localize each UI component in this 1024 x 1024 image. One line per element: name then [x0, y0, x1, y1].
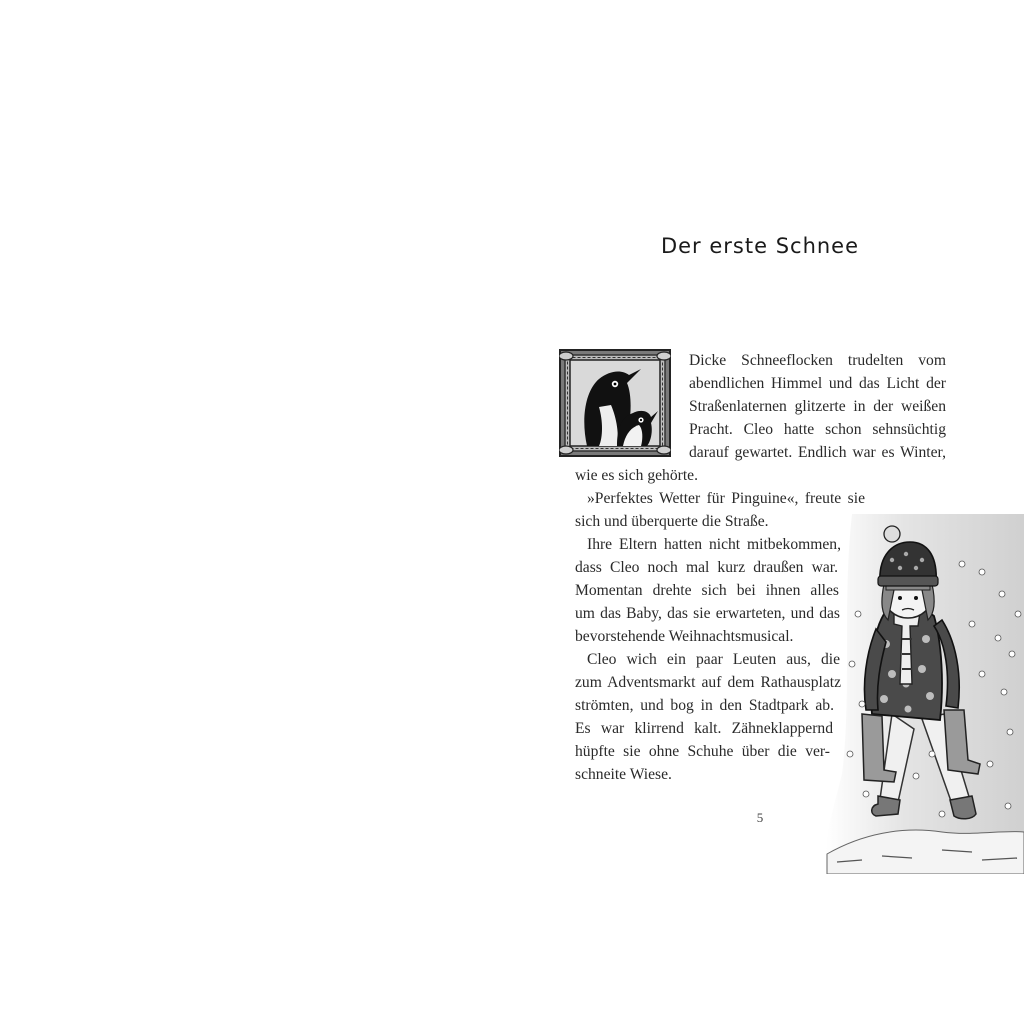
text-line: abendlichen Himmel und das Licht der	[689, 375, 946, 392]
penguin-portrait-illustration	[559, 349, 671, 457]
text-line: Cleo wich ein paar Leuten aus, die	[587, 651, 840, 668]
text-line: zum Adventsmarkt auf dem Rathausplatz	[575, 674, 841, 691]
text-line: um das Baby, das sie erwarteten, und das	[575, 605, 840, 622]
text-line: Dicke Schneeflocken trudelten vom	[689, 352, 946, 369]
text-line: Momentan drehte sich bei ihnen alles	[575, 582, 839, 599]
page-number: 5	[756, 810, 764, 825]
text-line: hüpfte sie ohne Schuhe über die ver-	[575, 743, 830, 760]
girl-in-snow-illustration	[822, 514, 1024, 874]
text-line: strömten, und bog in den Stadtpark ab.	[575, 697, 834, 714]
text-line: Pracht. Cleo hatte schon sehnsüchtig	[689, 421, 946, 438]
text-line: schneite Wiese.	[575, 766, 672, 783]
text-line: bevorstehende Weihnachtsmusical.	[575, 628, 794, 645]
text-line: Straßenlaternen glitzerte in der weißen	[689, 398, 946, 415]
text-line: darauf gewartet. Endlich war es Winter,	[689, 444, 946, 461]
text-line: »Perfektes Wetter für Pinguine«, freute sie	[587, 490, 865, 507]
text-line: sich und überquerte die Straße.	[575, 513, 769, 530]
text-line: wie es sich gehörte.	[575, 467, 698, 484]
text-line: Es war klirrend kalt. Zähneklappernd	[575, 720, 833, 737]
chapter-title: Der erste Schnee	[660, 234, 860, 258]
text-line: Ihre Eltern hatten nicht mitbekommen,	[587, 536, 841, 553]
text-line: dass Cleo noch mal kurz draußen war.	[575, 559, 838, 576]
